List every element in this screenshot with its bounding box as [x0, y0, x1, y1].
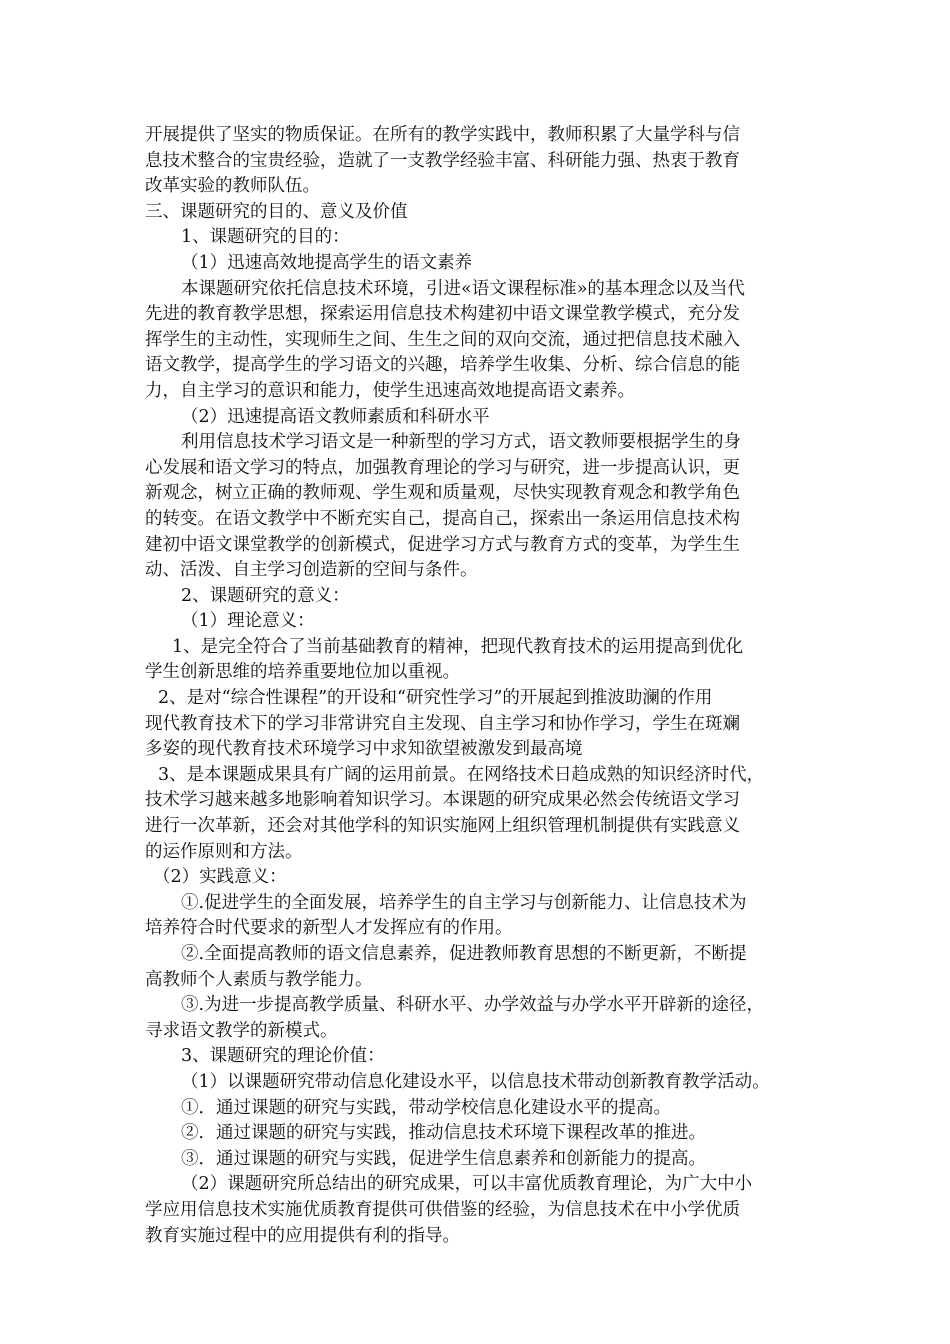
- paragraph-line: 3、是本课题成果具有广阔的运用前景。在网络技术日趋成熟的知识经济时代，: [158, 764, 765, 785]
- document-body: [145, 123, 825, 1249]
- paragraph-line: 2、是对“综合性课程”的开设和“研究性学习”的开展起到推波助澜的作用: [158, 688, 713, 709]
- paragraph-line: 2、课题研究的意义：: [181, 585, 350, 606]
- paragraph-line: （1）迅速高效地提高学生的语文素养: [181, 252, 473, 273]
- paragraph-line: 本课题研究依托信息技术环境，引进«语文课程标准»的基本理念以及当代: [181, 278, 745, 299]
- paragraph-line: （2）实践意义：: [153, 867, 287, 888]
- paragraph-line: ①．通过课题的研究与实践，带动学校信息化建设水平的提高。: [181, 1097, 671, 1118]
- paragraph-line: （1）以课题研究带动信息化建设水平，以信息技术带动创新教育教学活动。: [181, 1071, 770, 1092]
- paragraph-line: 新观念，树立正确的教师观、学生观和质量观，尽快实现教育观念和教学角色: [145, 483, 740, 504]
- paragraph-line: 三、课题研究的目的、意义及价值: [145, 201, 408, 222]
- paragraph-line: 力，自主学习的意识和能力，使学生迅速高效地提高语文素养。: [145, 380, 635, 401]
- paragraph-line: 改革实验的教师队伍。: [145, 176, 320, 197]
- paragraph-line: 心发展和语文学习的特点，加强教育理论的学习与研究，进一步提高认识，更: [145, 457, 740, 478]
- paragraph-line: 挥学生的主动性，实现师生之间、生生之间的双向交流，通过把信息技术融入: [145, 329, 740, 350]
- paragraph-line: 开展提供了坚实的物质保证。在所有的教学实践中，教师积累了大量学科与信: [145, 125, 740, 145]
- paragraph-line: （1）理论意义：: [181, 611, 315, 632]
- paragraph-line: 技术学习越来越多地影响着知识学习。本课题的研究成果必然会传统语文学习: [145, 790, 740, 811]
- paragraph-line: 1、课题研究的目的：: [181, 227, 350, 248]
- paragraph-line: 学生创新思维的培养重要地位加以重视。: [145, 662, 460, 683]
- paragraph-line: 的转变。在语文教学中不断充实自己，提高自己，探索出一条运用信息技术构: [145, 508, 740, 529]
- paragraph-line: 学应用信息技术实施优质教育提供可供借鉴的经验，为信息技术在中小学优质: [145, 1199, 740, 1220]
- paragraph-line: 培养符合时代要求的新型人才发挥应有的作用。: [145, 918, 513, 939]
- paragraph-line: 进行一次革新，还会对其他学科的知识实施网上组织管理机制提供有实践意义: [145, 816, 740, 837]
- paragraph-line: 现代教育技术下的学习非常讲究自主发现、自主学习和协作学习，学生在斑斓: [145, 713, 740, 734]
- paragraph-line: 多姿的现代教育技术环境学习中求知欲望被激发到最高境: [145, 739, 583, 760]
- paragraph-line: ③．通过课题的研究与实践，促进学生信息素养和创新能力的提高。: [181, 1148, 706, 1169]
- paragraph-line: 语文教学，提高学生的学习语文的兴趣，培养学生收集、分析、综合信息的能: [145, 355, 740, 376]
- paragraph-line: 3、课题研究的理论价值：: [181, 1046, 385, 1067]
- paragraph-line: 动、活泼、自主学习创造新的空间与条件。: [145, 560, 478, 581]
- paragraph-line: 息技术整合的宝贵经验，造就了一支教学经验丰富、科研能力强、热衷于教育: [145, 150, 740, 171]
- paragraph-line: 的运作原则和方法。: [145, 841, 303, 862]
- paragraph-line: ③.为进一步提高教学质量、科研水平、办学效益与办学水平开辟新的途径，: [181, 995, 765, 1016]
- paragraph-line: 教育实施过程中的应用提供有利的指导。: [145, 1225, 460, 1246]
- paragraph-line: ②.全面提高教师的语文信息素养，促进教师教育思想的不断更新，不断提: [181, 944, 747, 964]
- paragraph-line: 先进的教育教学思想，探索运用信息技术构建初中语文课堂教学模式，充分发: [145, 304, 740, 325]
- paragraph-line: （2）课题研究所总结出的研究成果，可以丰富优质教育理论，为广大中小: [181, 1174, 753, 1195]
- paragraph-line: （2）迅速提高语文教师素质和科研水平: [181, 406, 490, 427]
- paragraph-line: 建初中语文课堂教学的创新模式，促进学习方式与教育方式的变革，为学生生: [145, 534, 740, 555]
- paragraph-line: 利用信息技术学习语文是一种新型的学习方式，语文教师要根据学生的身: [181, 432, 741, 453]
- paragraph-line: 高教师个人素质与教学能力。: [145, 969, 373, 990]
- paragraph-line: 寻求语文教学的新模式。: [145, 1020, 338, 1041]
- paragraph-line: 1、是完全符合了当前基础教育的精神，把现代教育技术的运用提高到优化: [172, 636, 744, 657]
- paragraph-line: ①.促进学生的全面发展，培养学生的自主学习与创新能力、让信息技术为: [181, 892, 747, 913]
- paragraph-line: ②．通过课题的研究与实践，推动信息技术环境下课程改革的推进。: [181, 1123, 706, 1144]
